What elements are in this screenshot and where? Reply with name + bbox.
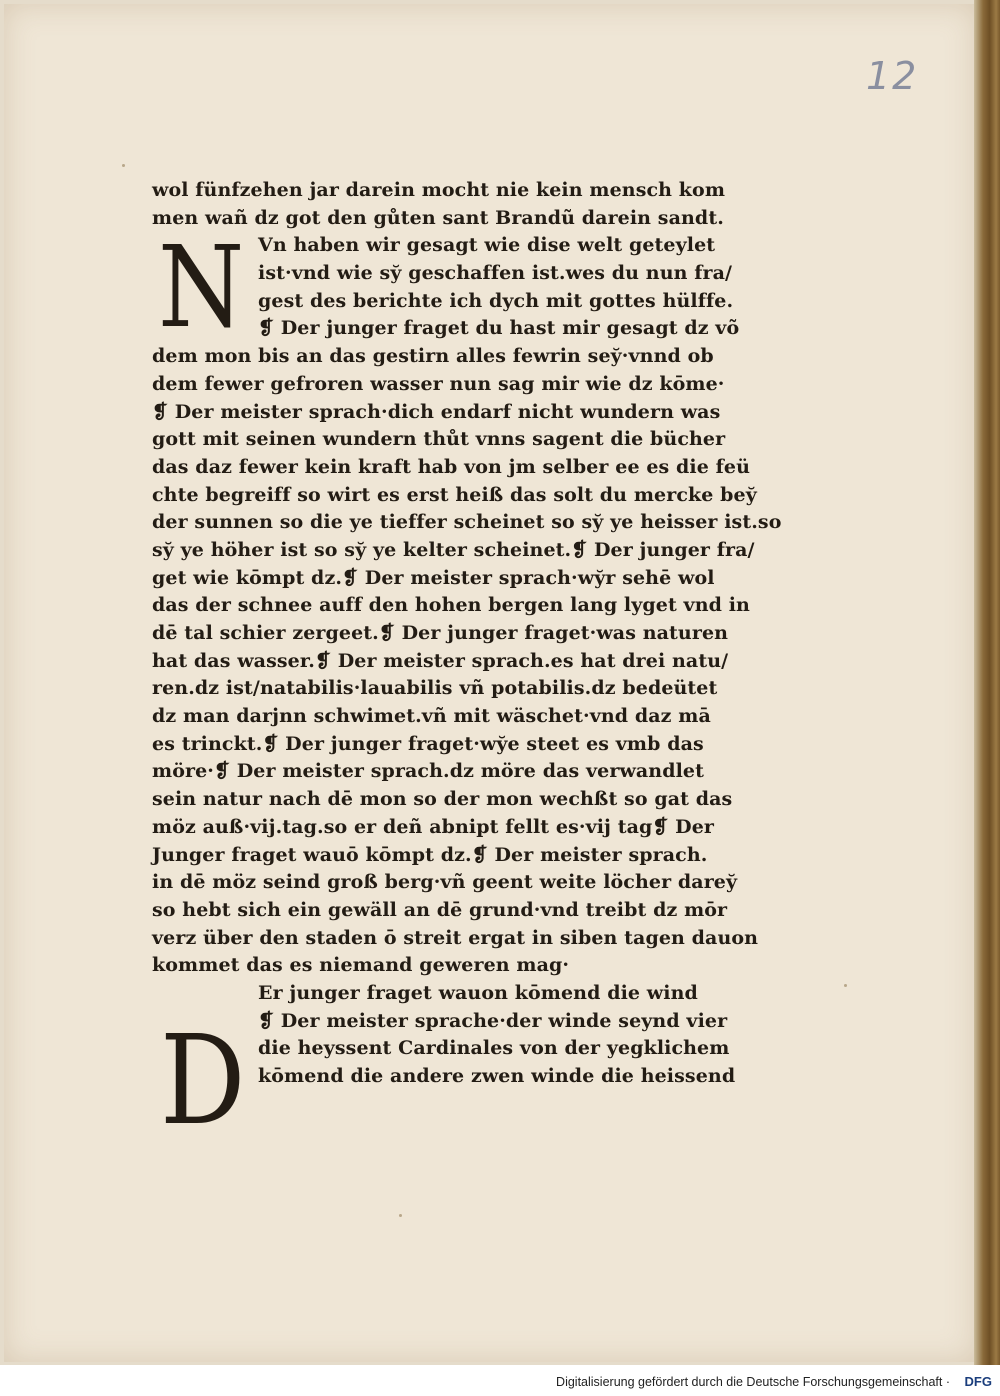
text-line: das daz fewer kein kraft hab von jm selber ee es die feü [152, 455, 751, 478]
text-line: men wañ dz got den gůten sant Brandũ darein sandt. [152, 206, 724, 229]
text-line: ist·vnd wie sy̆ geschaffen ist.wes du nun fra/ [258, 262, 733, 285]
text-line: dē tal schier zergeet.❡ Der junger fraget·was naturen [152, 622, 729, 644]
text-column [152, 177, 792, 1091]
paper-speck [399, 1214, 402, 1217]
text-line: gest des berichte ich dych mit gottes hülffe. [258, 289, 734, 312]
text-line: Er junger fraget wauon kōmend die wind [258, 981, 698, 1004]
text-line: dem fewer gefroren wasser nun sag mir wie dz kōme· [152, 372, 725, 395]
text-line: das der schnee auff den hohen bergen lang lyget vnd in [152, 594, 750, 617]
text-line: wol fünfzehen jar darein mocht nie kein mensch kom [152, 179, 726, 201]
text-line: dem mon bis an das gestirn alles fewrin sey̆·vnnd ob [152, 345, 714, 368]
paper-speck [844, 984, 847, 987]
text-line: die heyssent Cardinales von der yegklichem [258, 1037, 730, 1060]
text-line: ren.dz ist/natabilis·lauabilis vñ potabilis.dz bedeütet [152, 677, 718, 700]
folio-number: 12 [866, 54, 919, 98]
dfg-logo: DFG [964, 1374, 992, 1389]
text-line: so hebt sich ein gewäll an dē grund·vnd treibt dz mōr [152, 898, 728, 921]
text-line: kommet das es niemand geweren mag· [152, 954, 570, 977]
text-line: dz man darjnn schwimet.vñ mit wäschet·vnd daz mā [152, 705, 711, 728]
text-line: get wie kōmpt dz.❡ Der meister sprach·wy̆r sehē wol [152, 566, 715, 589]
text-line: in dē möz seind groß berg·vñ geent weite löcher darey̆ [152, 871, 738, 894]
text-line: sein natur nach dē mon so der mon wechßt so gat das [152, 788, 733, 811]
text-line: chte begreiff so wirt es erst heiß das solt du mercke bey̆ [152, 483, 757, 506]
text-line: sy̆ ye höher ist so sy̆ ye kelter scheinet.❡ Der junger fra/ [152, 538, 755, 561]
text-line: ❡ Der junger fraget du hast mir gesagt dz võ [258, 317, 740, 340]
text-line: hat das wasser.❡ Der meister sprach.es hat drei natu/ [152, 649, 729, 672]
text-line: möz auß·vij.tag.so er deñ abnipt fellt es·vij tag❡ Der [152, 815, 715, 838]
text-line: Vn haben wir gesagt wie dise welt geteylet [258, 234, 716, 257]
paper-speck [122, 164, 125, 167]
text-line: der sunnen so die ye tieffer scheinet so sy̆ ye heisser ist.so [152, 511, 782, 534]
text-line: kōmend die andere zwen winde die heissend [258, 1065, 736, 1087]
text-line: es trinckt.❡ Der junger fraget·wy̆e steet es vmb das [152, 732, 704, 755]
funding-credit: Digitalisierung gefördert durch die Deutsche Forschungsgemeinschaft · [556, 1375, 950, 1389]
text-line: ❡ Der meister sprache·der winde seynd vier [258, 1009, 728, 1032]
text-line: gott mit seinen wundern thůt vnns sagent die bücher [152, 428, 726, 451]
text-line: Junger fraget wauō kōmpt dz.❡ Der meister sprach. [152, 843, 708, 866]
text-line: verz über den staden ō streit ergat in siben tagen dauon [152, 926, 759, 949]
text-line: möre·❡ Der meister sprach.dz möre das verwandlet [152, 760, 704, 783]
decorated-initial-n: N [158, 223, 245, 353]
decorated-initial-d: D [160, 1009, 246, 1153]
text-line: ❡ Der meister sprach·dich endarf nicht wundern was [152, 400, 721, 423]
binding-edge [974, 0, 1000, 1365]
